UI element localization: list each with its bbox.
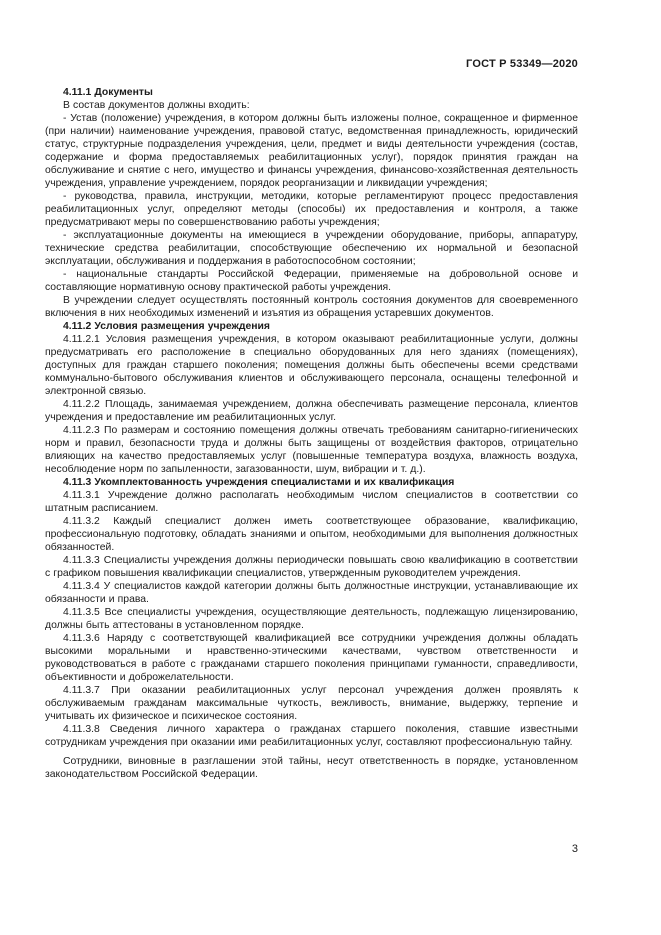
paragraph: Сотрудники, виновные в разглашении этой тайны, несут ответственность в порядке, установленном законодательством Российской Федерации. — [45, 756, 578, 780]
paragraph: 4.11.3.3 Специалисты учреждения должны периодически повышать свою квалификацию в соответствии с графиком повышения квалификации специалистов, утвержденным руководителем учреждения. — [45, 555, 578, 579]
section-heading: 4.11.2 Условия размещения учреждения — [63, 321, 270, 332]
paragraph: В учреждении следует осуществлять постоянный контроль состояния документов для своевременного включения в них необходимых изменений и изъятия из обращения устаревших документов. — [45, 295, 578, 319]
paragraph: В состав документов должны входить: — [63, 100, 250, 111]
paragraph: 4.11.3.5 Все специалисты учреждения, осуществляющие деятельность, подлежащую лицензированию, должны быть аттестованы в установленном порядке. — [45, 607, 578, 631]
paragraph: 4.11.2.2 Площадь, занимаемая учреждением, должна обеспечивать размещение персонала, клиентов учреждения и предоставление им реабилитационных услуг. — [45, 399, 578, 423]
paragraph: 4.11.3.7 При оказании реабилитационных услуг персонал учреждения должен проявлять к обслуживаемым гражданам максимальные чуткость, вежливость, внимание, выдержку, терпение и учитывать их физическое и психическое состояния. — [45, 685, 578, 722]
paragraph: - национальные стандарты Российской Федерации, применяемые на добровольной основе и составляющие нормативную основу практической работы учреждения. — [45, 269, 578, 293]
paragraph: 4.11.3.4 У специалистов каждой категории должны быть должностные инструкции, устанавливающие их обязанности и права. — [45, 581, 578, 605]
section-heading: 4.11.3 Укомплектованность учреждения специалистами и их квалификация — [63, 477, 455, 488]
section-heading: 4.11.1 Документы — [63, 87, 153, 98]
paragraph: - Устав (положение) учреждения, в котором должны быть изложены полное, сокращенное и фирменное (при наличии) наименование учреждения, правовой статус, ведомственная принадлежность, юридический статус, структурные подразделения учреждения, цели, предмет и виды деятельности учреждения (состав, содержание и форма предоставляемых реабилитационных услуг), порядок принятия граждан на обслуживание и снятие с него, имущество и финансы учреждения, финансово-хозяйственная деятельность учреждения, управление учреждением, порядок реорганизации и ликвидации учреждения; — [45, 113, 578, 189]
page-number: 3 — [571, 843, 578, 855]
paragraph: - эксплуатационные документы на имеющиеся в учреждении оборудование, приборы, аппаратуру, технические средства реабилитации, способствующие обеспечению их нормальной и безопасной эксплуатации, обслуживания и поддержания в работоспособном состоянии; — [45, 230, 578, 267]
standard-code-header: ГОСТ Р 53349—2020 — [466, 58, 578, 70]
document-body — [45, 86, 578, 781]
paragraph: 4.11.2.1 Условия размещения учреждения, в котором оказывают реабилитационные услуги, должны предусматривать его расположение в специально оборудованных для него зданиях (помещениях), доступных для граждан старшего поколения; помещения должны быть обеспечены всеми средствами коммунально-бытового обслуживания клиентов и обслуживающего персонала, оснащены телефонной и электронной связью. — [45, 334, 578, 397]
paragraph: 4.11.2.3 По размерам и состоянию помещения должны отвечать требованиям санитарно-гигиенических норм и правил, безопасности труда и должны быть защищены от воздействия факторов, отрицательно влияющих на качество предоставляемых услуг (повышенные температура воздуха, влажность воздуха, несоблюдение норм по запыленности, загазованности, шум, вибрации и т. д.). — [45, 425, 578, 475]
paragraph: 4.11.3.2 Каждый специалист должен иметь соответствующее образование, квалификацию, профессиональную подготовку, обладать знаниями и опытом, необходимыми для выполнения должностных обязанностей. — [45, 516, 578, 553]
paragraph: 4.11.3.8 Сведения личного характера о гражданах старшего поколения, ставшие известными сотрудникам учреждения при оказании ими реабилитационных услуг, составляют профессиональную тайну. — [45, 724, 578, 748]
paragraph: 4.11.3.1 Учреждение должно располагать необходимым числом специалистов в соответствии со штатным расписанием. — [45, 490, 578, 514]
paragraph: 4.11.3.6 Наряду с соответствующей квалификацией все сотрудники учреждения должны обладать высокими моральными и нравственно-этическими качествами, чувством ответственности и руководствоваться в работе с гражданами старшего поколения принципами гуманности, справедливости, объективности и доброжелательности. — [45, 633, 578, 683]
paragraph: - руководства, правила, инструкции, методики, которые регламентируют процесс предоставления реабилитационных услуг, определяют методы (способы) их предоставления и контроля, а также предусматривают меры по совершенствованию работы учреждения; — [45, 191, 578, 228]
